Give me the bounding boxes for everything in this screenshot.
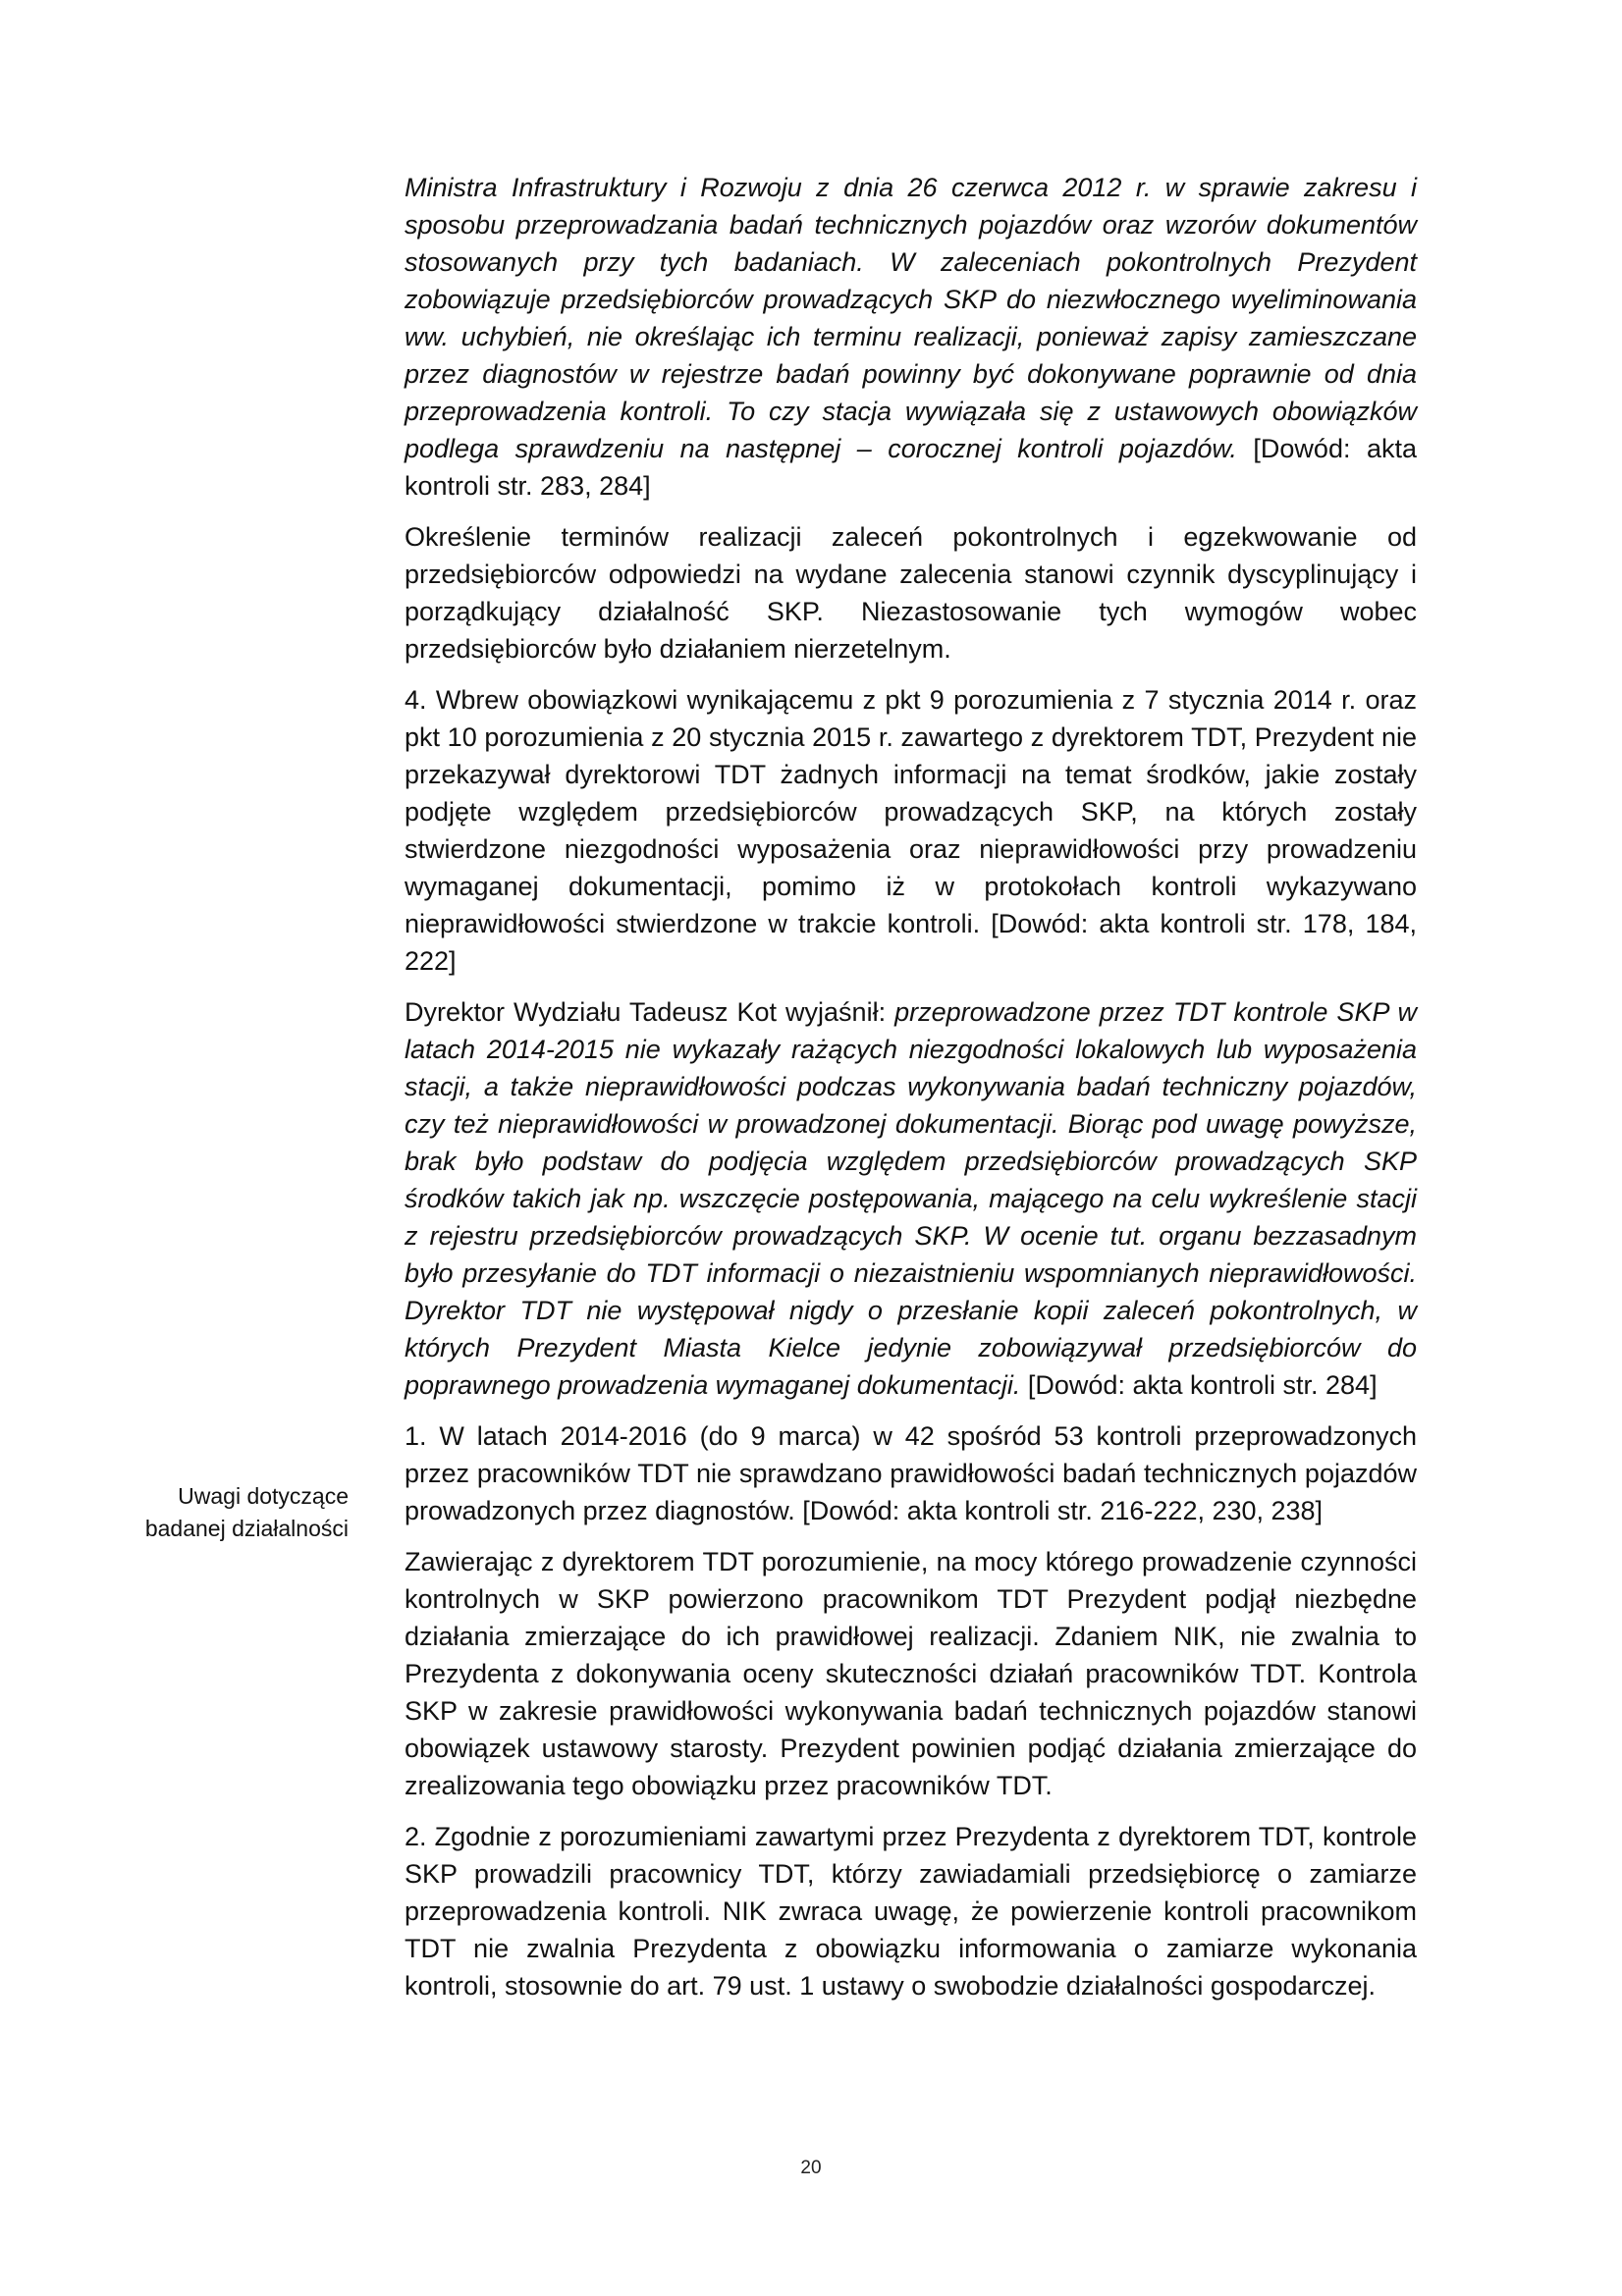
paragraph-remark-1: 1. W latach 2014-2016 (do 9 marca) w 42 spośród 53 kontroli przeprowadzonych przez pracowników TDT nie sprawdzano prawidłowości badań technicznych pojazdów prowadzonych przez diagnostów. [Dowód: akta kontroli str. 216-222, 230, 238] — [405, 1421, 1417, 1525]
body-text — [405, 169, 1417, 2018]
italic-quote: Ministra Infrastruktury i Rozwoju z dnia 26 czerwca 2012 r. w sprawie zakresu i sposobu przeprowadzania badań technicznych pojazdów oraz wzorów dokumentów stosowanych przy tych badaniach. W zaleceniach pokontrolnych Prezydent zobowiązuje przedsiębiorców prowadzących SKP do niezwłocznego wyeliminowania ww. uchybień, nie określając ich terminu realizacji, ponieważ zapisy zamieszczane przez diagnostów w rejestrze badań powinny być dokonywane poprawnie od dnia przeprowadzenia kontroli. To czy stacja wywiązała się z ustawowych obowiązków podlega sprawdzeniu na następnej – corocznej kontroli pojazdów. — [405, 173, 1417, 463]
paragraph-point-4: 4. Wbrew obowiązkowi wynikającemu z pkt 9 porozumienia z 7 stycznia 2014 r. oraz pkt 10 porozumienia z 20 stycznia 2015 r. zawartego z dyrektorem TDT, Prezydent nie przekazywał dyrektorowi TDT żadnych informacji na temat środków, jakie zostały podjęte względem przedsiębiorców prowadzących SKP, na których zostały stwierdzone niezgodności wyposażenia oraz nieprawidłowości przy prowadzeniu wymaganej dokumentacji, pomimo iż w protokołach kontroli wykazywano nieprawidłowości stwierdzone w trakcie kontroli. [Dowód: akta kontroli str. 178, 184, 222] — [405, 685, 1417, 976]
paragraph-nik-opinion: Zawierając z dyrektorem TDT porozumienie, na mocy którego prowadzenie czynności kontrolnych w SKP powierzono pracownikom TDT Prezydent podjął niezbędne działania zmierzające do ich prawidłowej realizacji. Zdaniem NIK, nie zwalnia to Prezydenta z dokonywania oceny skuteczności działań pracowników TDT. Kontrola SKP w zakresie prawidłowości wykonywania badań technicznych pojazdów stanowi obowiązek ustawowy starosty. Prezydent powinien podjąć działania zmierzające do zrealizowania tego obowiązku przez pracowników TDT. — [405, 1547, 1417, 1800]
paragraph-director-explanation — [405, 993, 1417, 1404]
italic-explanation: przeprowadzone przez TDT kontrole SKP w latach 2014-2015 nie wykazały rażących niezgodności lokalowych lub wyposażenia stacji, a także nieprawidłowości podczas wykonywania badań techniczny pojazdów, czy też nieprawidłowości w prowadzonej dokumentacji. Biorąc pod uwagę powyższe, brak było podstaw do podjęcia względem przedsiębiorców prowadzących SKP środków takich jak np. wszczęcie postępowania, mającego na celu wykreślenie stacji z rejestru przedsiębiorców prowadzących SKP. W ocenie tut. organu bezzasadnym było przesyłanie do TDT informacji o niezaistnieniu wspomnianych nieprawidłowości. Dyrektor TDT nie występował nigdy o przesłanie kopii zaleceń pokontrolnych, w których Prezydent Miasta Kielce jedynie zobowiązywał przedsiębiorców do poprawnego prowadzenia wymaganej dokumentacji. — [405, 997, 1417, 1400]
margin-note-remarks — [108, 1480, 349, 1545]
paragraph-assessment: Określenie terminów realizacji zaleceń pokontrolnych i egzekwowanie od przedsiębiorców odpowiedzi na wydane zalecenia stanowi czynnik dyscyplinujący i porządkujący działalność SKP. Niezastosowanie tych wymogów wobec przedsiębiorców było działaniem nierzetelnym. — [405, 522, 1417, 664]
evidence-reference: [Dowód: akta kontroli str. 283, 284] — [405, 434, 1417, 501]
explanation-lead: Dyrektor Wydziału Tadeusz Kot wyjaśnił: — [405, 997, 895, 1027]
paragraph-regulation-quote — [405, 169, 1417, 505]
page-number: 20 — [800, 2158, 822, 2178]
margin-note-line: badanej działalności — [144, 1516, 349, 1541]
evidence-reference: [Dowód: akta kontroli str. 284] — [1020, 1370, 1378, 1400]
paragraph-remark-2: 2. Zgodnie z porozumieniami zawartymi przez Prezydenta z dyrektorem TDT, kontrole SKP prowadzili pracownicy TDT, którzy zawiadamiali przedsiębiorcę o zamiarze przeprowadzenia kontroli. NIK zwraca uwagę, że powierzenie kontroli pracownikom TDT nie zwalnia Prezydenta z obowiązku informowania o zamiarze wykonania kontroli, stosownie do art. 79 ust. 1 ustawy o swobodzie działalności gospodarczej. — [405, 1822, 1417, 2001]
margin-note-line: Uwagi dotyczące — [178, 1483, 349, 1509]
